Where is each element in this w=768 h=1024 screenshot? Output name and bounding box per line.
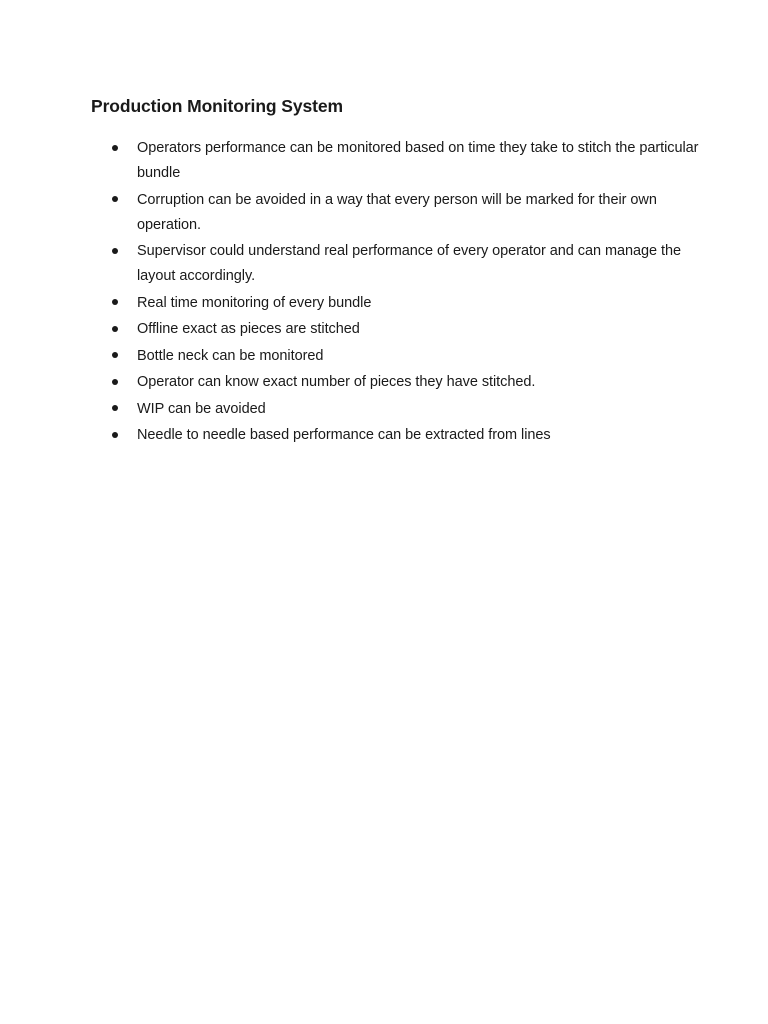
bullet-icon — [112, 405, 118, 411]
list-item — [110, 370, 710, 395]
page-title: Production Monitoring System — [91, 96, 343, 116]
bullet-text: Corruption can be avoided in a way that every person will be marked for their own operation. — [137, 191, 657, 233]
list-item — [110, 317, 710, 342]
list-item — [110, 291, 710, 316]
bullet-text: Offline exact as pieces are stitched — [137, 321, 360, 337]
bullet-icon — [112, 379, 118, 385]
bullet-icon — [112, 248, 118, 254]
bullet-text: WIP can be avoided — [137, 400, 266, 417]
bullet-icon — [112, 352, 118, 358]
list-item — [110, 136, 710, 186]
list-item — [110, 239, 710, 289]
list-item — [110, 188, 710, 238]
bullet-icon — [112, 326, 118, 332]
bullet-text: Real time monitoring of every bundle — [137, 294, 372, 311]
bullet-text: Bottle neck can be monitored — [137, 347, 324, 364]
bullet-list — [110, 136, 710, 450]
bullet-icon — [112, 432, 118, 438]
list-item — [110, 397, 710, 422]
bullet-text: Operators performance can be monitored based on time they take to stitch the particular bundle — [137, 140, 699, 181]
list-item — [110, 344, 710, 369]
bullet-text: Operator can know exact number of pieces they have stitched. — [137, 374, 536, 390]
bullet-text: Needle to needle based performance can be extracted from lines — [137, 427, 551, 443]
list-item — [110, 423, 710, 448]
bullet-icon — [112, 196, 118, 202]
bullet-icon — [112, 299, 118, 305]
bullet-text: Supervisor could understand real performance of every operator and can manage the layout accordingly. — [137, 243, 682, 284]
bullet-icon — [112, 145, 118, 151]
